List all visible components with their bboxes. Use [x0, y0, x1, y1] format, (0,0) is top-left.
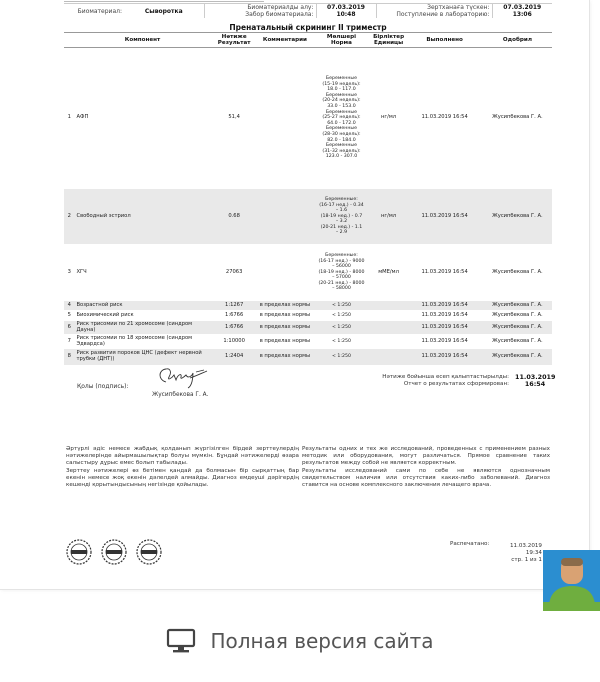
norm-range	[312, 245, 371, 301]
seal-icon	[137, 540, 161, 564]
comment-text	[258, 189, 312, 245]
biomaterial-value: Сыворотка	[124, 4, 204, 19]
printed-values	[500, 543, 542, 564]
approver-name: Жусипбекова Г. А.	[483, 301, 552, 311]
approver-name: Жусипбекова Г. А.	[483, 189, 552, 245]
printed-time: 19:34	[525, 550, 542, 556]
comment-text: в пределах нормы	[258, 335, 312, 349]
norm-line: 33.0 - 153.0	[327, 104, 356, 110]
norm-line: (15-19 недель):	[322, 81, 361, 87]
norm-line: – 3.2	[335, 219, 348, 225]
component-name: Риск развития пороков ЦНС (дефект нервной трубки (ДНТ))	[74, 349, 210, 366]
norm-range	[312, 321, 371, 335]
seal-icon	[67, 540, 91, 564]
norm-range	[312, 48, 371, 189]
comment-text: в пределах нормы	[258, 301, 312, 311]
component-name: Возрастной риск	[74, 301, 210, 311]
norm-line: (18-19 нед.) - 0.7	[320, 213, 363, 219]
unit-text: нг/мл	[371, 189, 407, 245]
norm-line: Беременные	[325, 143, 358, 149]
norm-line: 64.0 - 172.0	[327, 120, 356, 126]
completed-timestamp: 11.03.2019 16:54	[406, 48, 482, 189]
row-number: 6	[64, 321, 74, 335]
sample-label-kz: Биоматериалды алу:	[247, 4, 314, 11]
completed-timestamp: 11.03.2019 16:54	[406, 301, 482, 311]
norm-line: 18.0 - 117.0	[327, 87, 356, 93]
norm-line: (16-17 нед.) - 9000	[318, 258, 365, 264]
norm-line: (18-19 нед.) - 8000	[318, 269, 365, 275]
results-table	[64, 32, 552, 366]
row-number: 2	[64, 189, 74, 245]
unit-text	[371, 321, 407, 335]
unit-text	[371, 335, 407, 349]
component-name: Риск трисомии по 21 хромосоме (синдром Дауна)	[74, 321, 210, 335]
result-value: 0.68	[211, 189, 258, 245]
unit-text: нг/мл	[371, 48, 407, 189]
header-done: Выполнено	[406, 33, 482, 48]
full-version-label[interactable]: Полная версия сайта	[210, 629, 434, 653]
norm-line: (25-27 недель):	[322, 115, 361, 121]
row-number: 4	[64, 301, 74, 311]
norm-line: – 57000	[332, 275, 351, 281]
comment-text: в пределах нормы	[258, 311, 312, 321]
completed-timestamp: 11.03.2019 16:54	[406, 349, 482, 366]
report-issued	[330, 374, 555, 388]
sample-date: 07.03.2019	[327, 4, 365, 11]
norm-line: < 1:250	[332, 302, 351, 308]
norm-line: Беременные	[325, 92, 358, 98]
approver-name: Жусипбекова Г. А.	[483, 311, 552, 321]
result-value: 1:10000	[211, 335, 258, 349]
comment-text: в пределах нормы	[258, 349, 312, 366]
section-title: Пренатальный скрининг II триместр	[229, 23, 387, 32]
desktop-monitor-icon	[166, 628, 196, 654]
norm-range	[312, 189, 371, 245]
result-value: 1:2404	[211, 349, 258, 366]
result-value: 51,4	[211, 48, 258, 189]
norm-line: – 1.6	[335, 208, 348, 214]
printed-date: 11.03.2019	[509, 543, 542, 549]
quality-seals	[64, 537, 164, 569]
sample-meta-table	[64, 3, 552, 18]
norm-line: < 1:250	[332, 354, 351, 360]
row-number: 8	[64, 349, 74, 366]
norm-line: Беременные	[325, 76, 358, 82]
norm-line: 123.0 - 307.0	[325, 154, 358, 160]
comment-text: в пределах нормы	[258, 321, 312, 335]
norm-line: < 1:250	[332, 312, 351, 318]
table-row	[64, 311, 552, 321]
component-name: Биохимический риск	[74, 311, 210, 321]
disclaimer-ru-1: Результаты одних и тех же исследований, проведенных с применением разных методик или оборудования, могут различаться. Прямое сравнение таких результатов между собой не является корректным.	[302, 446, 550, 466]
norm-line: Беременные	[325, 109, 358, 115]
unit-text	[371, 301, 407, 311]
signature-label: Қолы (подпись):	[77, 383, 129, 390]
signature-name: Жусипбекова Г. А.	[152, 392, 209, 398]
seal-icon	[102, 540, 126, 564]
component-name: Риск трисомии по 18 хромосоме (синдром Эдвардса)	[74, 335, 210, 349]
norm-line: 82.0 - 184.0	[327, 137, 356, 143]
consultant-avatar-button[interactable]	[543, 550, 600, 611]
result-value: 1:1267	[211, 301, 258, 311]
header-norm-ru: Норма	[331, 40, 352, 46]
component-name: Свободный эстриол	[74, 189, 210, 245]
disclaimer-ru-2: Результаты исследований сами по себе не являются однозначным свидетельством наличия или отсутствия каких-либо заболеваний. Диагноз ставится на основе комплексного заключения лечащего врача.	[302, 468, 550, 488]
norm-line: Беременные	[325, 126, 358, 132]
biomaterial-label: Биоматериал:	[64, 4, 124, 19]
table-row	[64, 335, 552, 349]
header-result-ru: Результат	[217, 40, 251, 46]
completed-timestamp: 11.03.2019 16:54	[406, 335, 482, 349]
norm-range	[312, 311, 371, 321]
completed-timestamp: 11.03.2019 16:54	[406, 245, 482, 301]
component-name: ХГЧ	[74, 245, 210, 301]
disclaimer-kz-1: Әртүрлі әдіс немесе жабдық қолданып жүргізілген бірдей зерттеулердің нәтижелерінде айырмашылықтар болуы мүмкін. Бұндай нәтижелерді өзара салыстыру дұрыс емес болып табылады.	[66, 446, 299, 466]
table-row	[64, 245, 552, 301]
result-value: 1:6766	[211, 321, 258, 335]
issued-label-kz: Нәтиже бойынша есеп қалыптастырылды:	[382, 374, 509, 380]
norm-line: (20-21 нед.) - 8000	[318, 280, 365, 286]
approver-name: Жусипбекова Г. А.	[483, 321, 552, 335]
norm-line: (31-32 недель):	[322, 148, 361, 154]
header-divider	[64, 0, 264, 2]
table-row	[64, 301, 552, 311]
received-date: 07.03.2019	[503, 4, 542, 11]
norm-line: Беременные:	[325, 196, 358, 202]
header-approved: Одобрил	[483, 33, 552, 48]
issued-time: 16:54	[524, 380, 546, 388]
disclaimer-kz	[66, 446, 299, 491]
approver-name: Жусипбекова Г. А.	[483, 245, 552, 301]
approver-name: Жусипбекова Г. А.	[483, 48, 552, 189]
norm-line: – 2.9	[335, 230, 348, 236]
row-number: 3	[64, 245, 74, 301]
user-icon	[543, 550, 600, 611]
received-time: 13:06	[512, 11, 532, 18]
completed-timestamp: 11.03.2019 16:54	[406, 311, 482, 321]
norm-line: (28-30 недель):	[322, 131, 361, 137]
approver-name: Жусипбекова Г. А.	[483, 335, 552, 349]
comment-text	[258, 245, 312, 301]
result-value: 1:6766	[211, 311, 258, 321]
full-version-link[interactable]	[0, 621, 600, 661]
completed-timestamp: 11.03.2019 16:54	[406, 189, 482, 245]
unit-text	[371, 311, 407, 321]
unit-text: мМЕ/мл	[371, 245, 407, 301]
received-label-kz: Зертханаға түскен:	[427, 4, 490, 11]
header-norm-kz: Мөлшері	[326, 34, 357, 40]
printed-label: Распечатано:	[450, 541, 490, 547]
printed-page: стр. 1 из 1	[511, 557, 542, 563]
table-row	[64, 189, 552, 245]
norm-line: (20-21 нед.) - 1.1	[320, 224, 363, 230]
table-row	[64, 321, 552, 335]
issued-date: 11.03.2019	[515, 373, 556, 381]
norm-line: < 1:250	[332, 324, 351, 330]
unit-text	[371, 349, 407, 366]
results-header-row	[64, 33, 552, 48]
header-unit-kz: Бірліктер	[373, 34, 405, 40]
received-label-ru: Поступление в лабораторию:	[396, 11, 490, 18]
issued-label-ru: Отчет о результатах сформирован:	[403, 381, 509, 387]
norm-range	[312, 335, 371, 349]
signature-image	[152, 364, 212, 390]
approver-name: Жусипбекова Г. А.	[483, 349, 552, 366]
norm-line: Беременные:	[325, 252, 358, 258]
component-name: АФП	[74, 48, 210, 189]
header-unit-ru: Единицы	[373, 40, 404, 46]
header-comments: Комментарии	[258, 33, 312, 48]
header-result-kz: Нәтиже	[221, 34, 247, 40]
results-body	[64, 48, 552, 366]
sample-time: 10:48	[336, 11, 356, 18]
norm-line: – 56000	[332, 264, 351, 270]
norm-line: – 58000	[332, 286, 351, 292]
row-number: 1	[64, 48, 74, 189]
norm-line: < 1:250	[332, 338, 351, 344]
row-number: 7	[64, 335, 74, 349]
norm-line: (20-24 недель):	[322, 98, 361, 104]
header-component: Компонент	[74, 33, 210, 48]
sample-label-ru: Забор биоматериала:	[245, 11, 314, 18]
comment-text	[258, 48, 312, 189]
disclaimer-kz-2: Зерттеу нәтижелері өз бетімен қандай да болмасын бір сырқаттың бар екенін немесе жоқ екенін дәлелдей алмайды. Диагноз емдеуші дәрігердің кешенді қорытындысының негізінде қойылады.	[66, 468, 299, 488]
completed-timestamp: 11.03.2019 16:54	[406, 321, 482, 335]
table-row	[64, 349, 552, 366]
disclaimer-ru	[302, 446, 550, 491]
row-number: 5	[64, 311, 74, 321]
table-row	[64, 48, 552, 189]
norm-line: (16-17 нед.) - 0.34	[319, 202, 364, 208]
result-value: 27063	[211, 245, 258, 301]
norm-range	[312, 349, 371, 366]
norm-range	[312, 301, 371, 311]
